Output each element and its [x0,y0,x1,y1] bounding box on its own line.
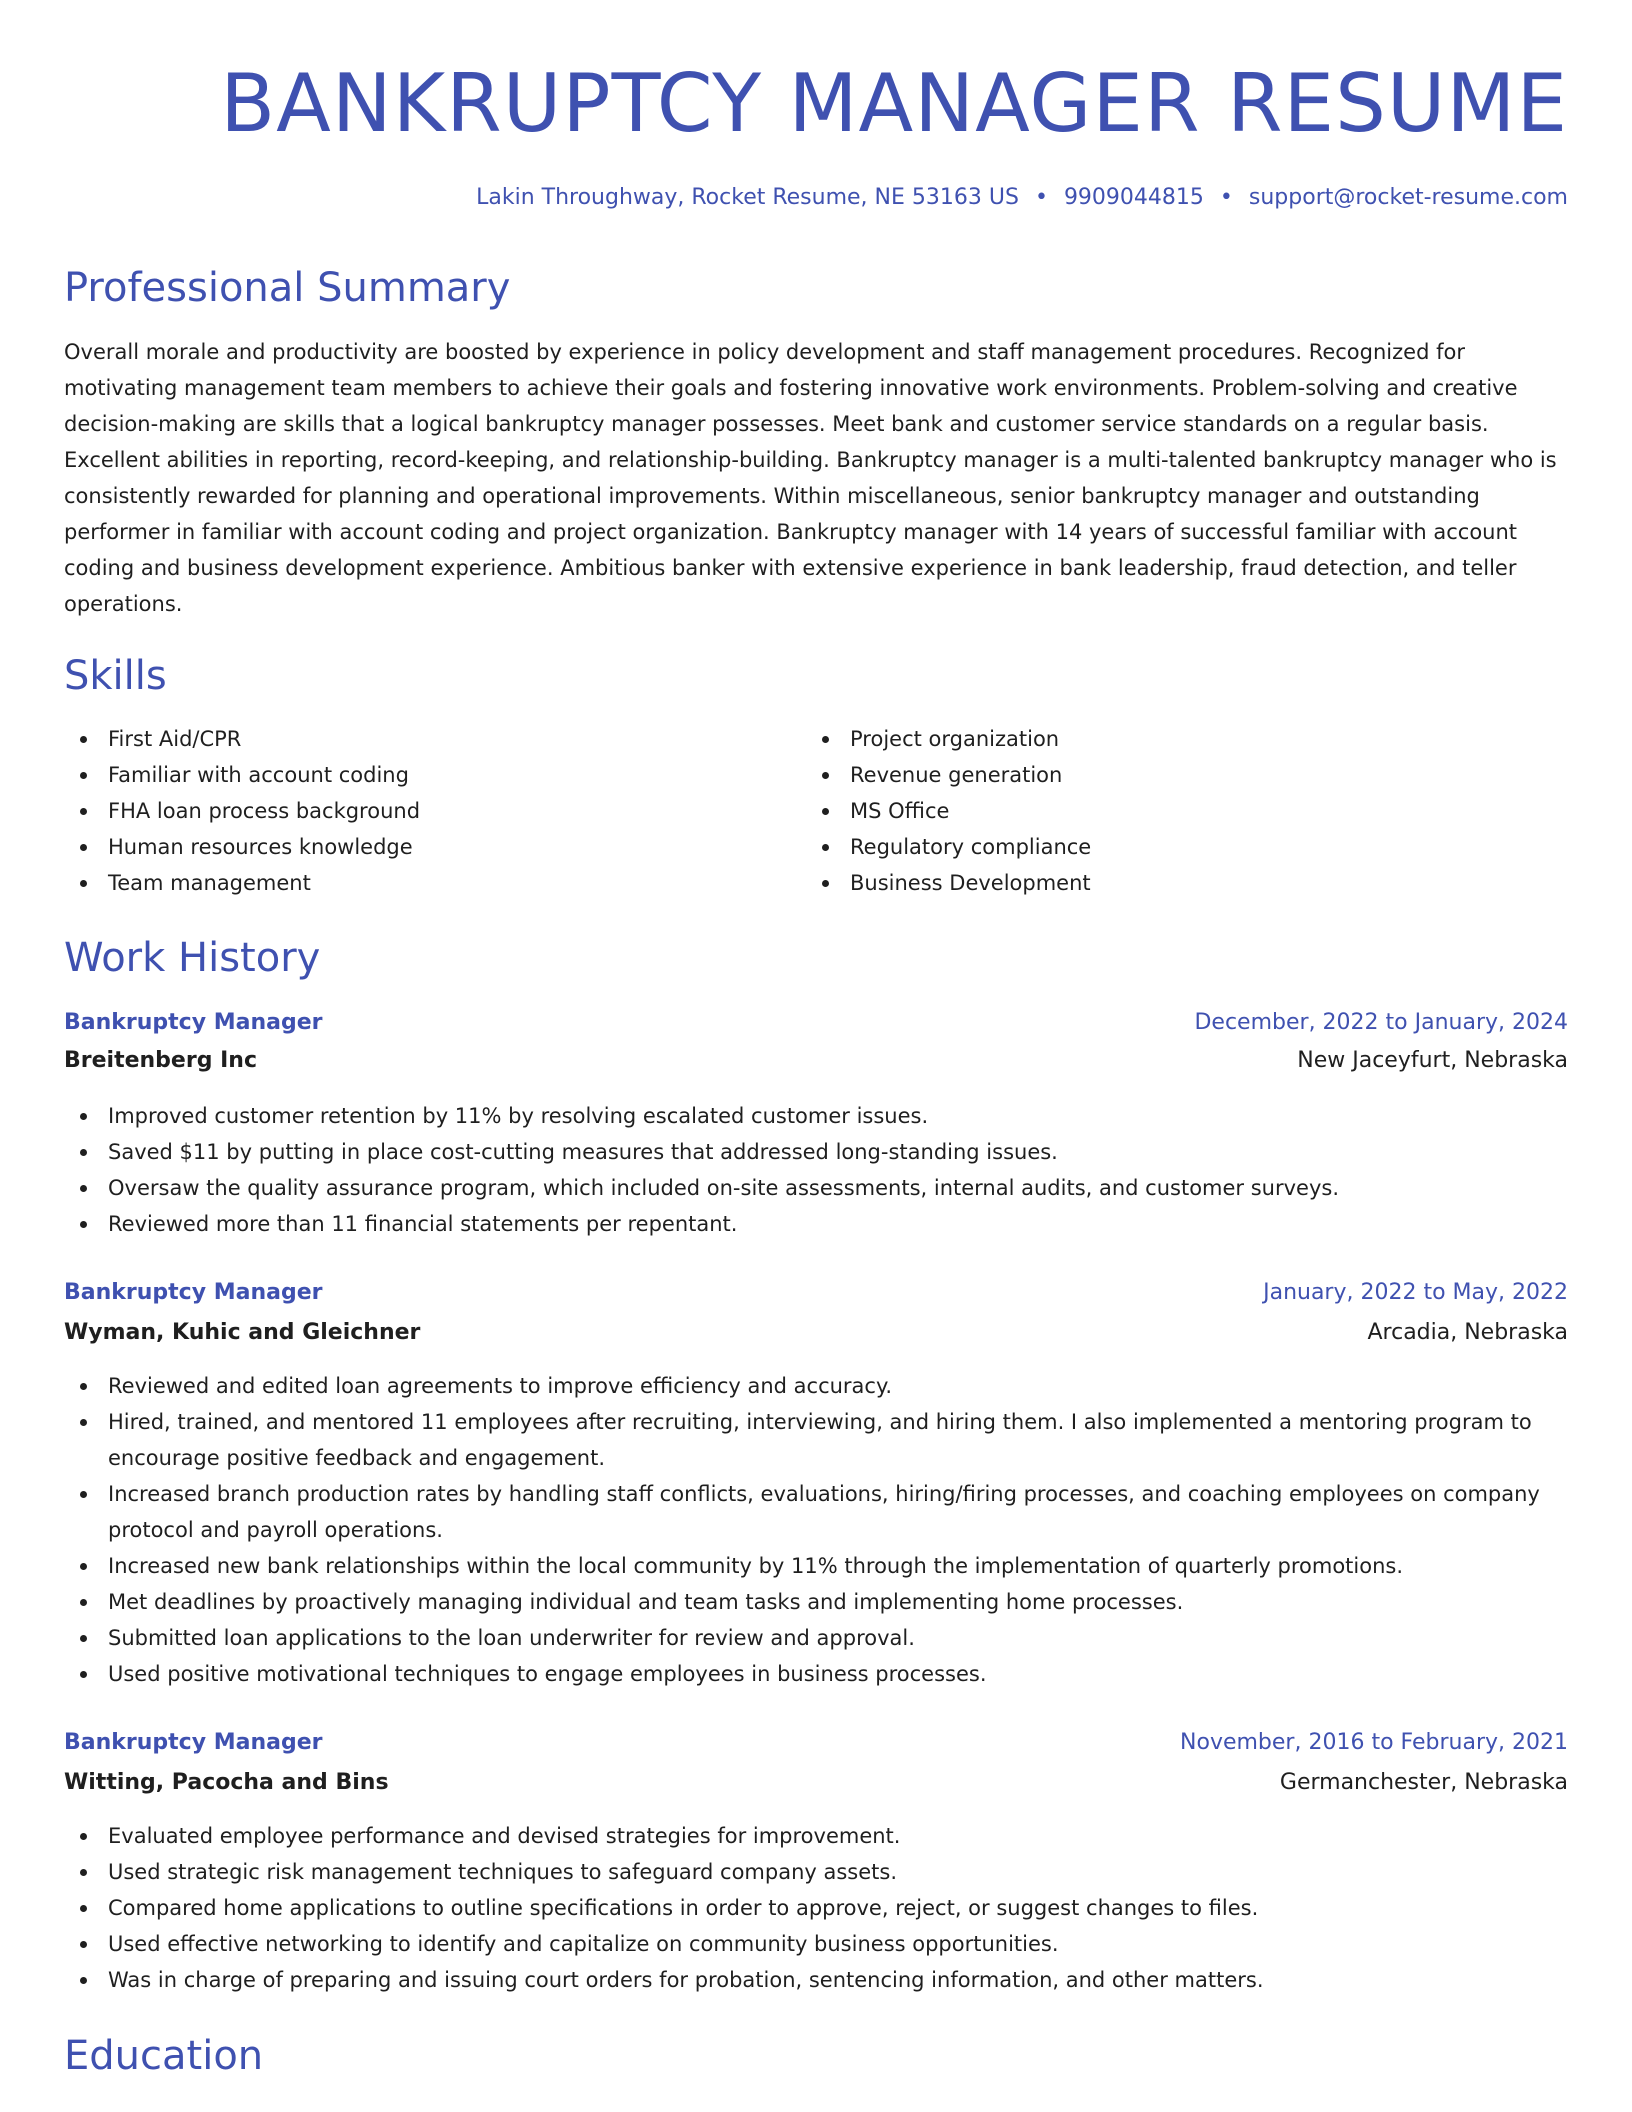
job-company: Breitenberg Inc [64,1048,257,1073]
job-company: Witting, Pacocha and Bins [64,1770,389,1795]
job-subheader [64,1043,1568,1079]
job-bullet: Reviewed more than 11 financial statements per repentant. [64,1206,1568,1242]
skill-item: Regulatory compliance [806,829,1566,865]
job-bullets [64,1368,1568,1692]
job-dates: December, 2022 to January, 2024 [1194,1010,1568,1035]
job-bullet: Oversaw the quality assurance program, which included on-site assessments, internal audits, and customer surveys. [64,1170,1568,1206]
skill-item: FHA loan process background [64,793,804,829]
summary-text: Overall morale and productivity are boosted by experience in policy development and staff management procedures. Recognized for motivating management team members to achieve their goals and fostering innovative work environments. Problem-solving and creative decision-making are skills that a logical bankruptcy manager possesses. Meet bank and customer service standards on a regular basis. Excellent abilities in reporting, record-keeping, and relationship-building. Bankruptcy manager is a multi-talented bankruptcy manager who is consistently rewarded for planning and operational improvements. Within miscellaneous, senior bankruptcy manager and outstanding performer in familiar with account coding and project organization. Bankruptcy manager with 14 years of successful familiar with account coding and business development experience. Ambitious banker with extensive experience in bank leadership, fraud detection, and teller operations. [64,340,1557,616]
job-subheader [64,1315,1568,1351]
job-bullet: Increased new bank relationships within the local community by 11% through the implementation of quarterly promotions. [64,1548,1568,1584]
skill-item: First Aid/CPR [64,721,804,757]
work-heading: Work History [64,935,321,981]
skill-item: Familiar with account coding [64,757,804,793]
contact-email[interactable]: support@rocket-resume.com [1248,185,1568,210]
job-bullet: Evaluated employee performance and devised strategies for improvement. [64,1818,1568,1854]
skills-list-right [806,721,1566,901]
job-bullet: Saved $11 by putting in place cost-cutting measures that addressed long-standing issues. [64,1134,1568,1170]
resume-title: BANKRUPTCY MANAGER RESUME [220,57,1568,150]
contact-line [476,182,1568,214]
job-company: Wyman, Kuhic and Gleichner [64,1320,421,1345]
skill-item: Revenue generation [806,757,1566,793]
separator-dot: • [1034,185,1048,210]
job-bullet: Increased branch production rates by handling staff conflicts, evaluations, hiring/firing processes, and coaching employees on company protocol and payroll operations. [64,1476,1568,1548]
job-bullet: Hired, trained, and mentored 11 employees after recruiting, interviewing, and hiring them. I also implemented a mentoring program to encourage positive feedback and engagement. [64,1404,1568,1476]
job-header [64,1005,1568,1041]
skills-heading: Skills [64,653,167,699]
job-bullet: Met deadlines by proactively managing individual and team tasks and implementing home processes. [64,1584,1568,1620]
job-subheader [64,1765,1568,1801]
job-location: Arcadia, Nebraska [1367,1320,1568,1345]
skill-item: MS Office [806,793,1566,829]
job-bullet: Used strategic risk management techniques to safeguard company assets. [64,1854,1568,1890]
separator-dot: • [1219,185,1233,210]
job-bullet: Reviewed and edited loan agreements to improve efficiency and accuracy. [64,1368,1568,1404]
job-title: Bankruptcy Manager [64,1730,323,1755]
skill-item: Project organization [806,721,1566,757]
job-bullets [64,1818,1568,1998]
resume-page [64,0,1568,2112]
contact-phone[interactable]: 9909044815 [1063,185,1204,210]
job-bullets [64,1098,1568,1242]
job-header [64,1275,1568,1311]
job-header [64,1725,1568,1761]
job-title: Bankruptcy Manager [64,1010,323,1035]
education-heading: Education [64,2033,264,2079]
job-location: New Jaceyfurt, Nebraska [1297,1048,1568,1073]
job-title: Bankruptcy Manager [64,1280,323,1305]
job-bullet: Submitted loan applications to the loan underwriter for review and approval. [64,1620,1568,1656]
job-bullet: Improved customer retention by 11% by resolving escalated customer issues. [64,1098,1568,1134]
contact-address: Lakin Throughway, Rocket Resume, NE 53163 US [476,185,1019,210]
skill-item: Team management [64,865,804,901]
skills-list-left [64,721,804,901]
skill-item: Business Development [806,865,1566,901]
summary-heading: Professional Summary [64,265,511,311]
job-dates: November, 2016 to February, 2021 [1180,1730,1568,1755]
job-bullet: Used positive motivational techniques to engage employees in business processes. [64,1656,1568,1692]
skill-item: Human resources knowledge [64,829,804,865]
job-bullet: Used effective networking to identify and capitalize on community business opportunities. [64,1926,1568,1962]
job-dates: January, 2022 to May, 2022 [1263,1280,1568,1305]
job-bullet: Was in charge of preparing and issuing court orders for probation, sentencing information, and other matters. [64,1962,1568,1998]
job-location: Germanchester, Nebraska [1279,1770,1568,1795]
job-bullet: Compared home applications to outline specifications in order to approve, reject, or suggest changes to files. [64,1890,1568,1926]
